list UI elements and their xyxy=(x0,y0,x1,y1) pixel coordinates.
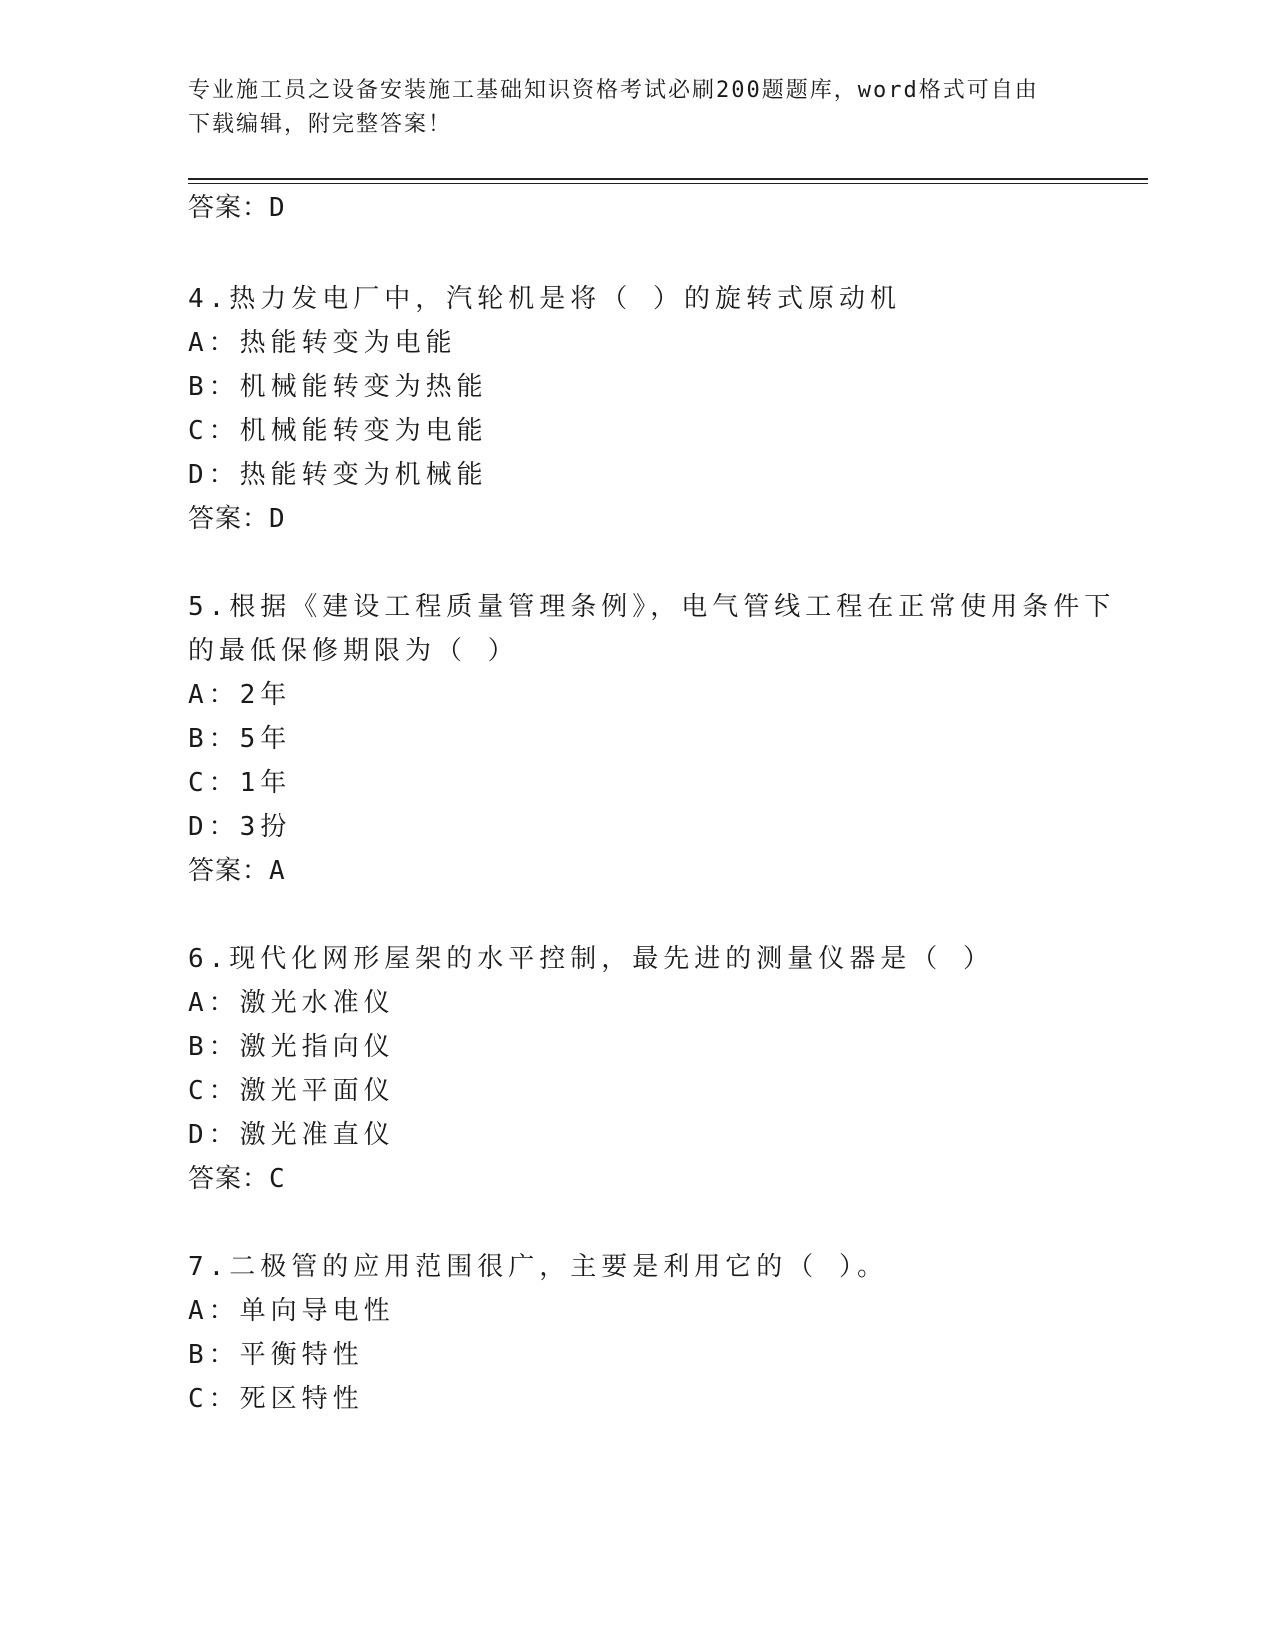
q7-option-c: C：死区特性 xyxy=(188,1384,364,1414)
q4-question: 4.热力发电厂中，汽轮机是将（ ）的旋转式原动机 xyxy=(188,284,901,314)
q5-option-c: C：1年 xyxy=(188,768,292,798)
q4-option-c: C：机械能转变为电能 xyxy=(188,416,488,446)
q5-option-d: D：3扮 xyxy=(188,812,292,842)
q5-option-a: A：2年 xyxy=(188,680,292,710)
q5-option-b: B：5年 xyxy=(188,724,292,754)
q6-option-b: B：激光指向仪 xyxy=(188,1032,395,1062)
q7-question: 7.二极管的应用范围很广，主要是利用它的（ ）。 xyxy=(188,1252,888,1282)
q6-answer: 答案：C xyxy=(188,1164,286,1194)
q5-question-line-1: 5.根据《建设工程质量管理条例》，电气管线工程在正常使用条件下 xyxy=(188,592,1116,622)
q6-option-a: A：激光水准仪 xyxy=(188,988,395,1018)
document-header xyxy=(188,74,1088,142)
header-line-1: 专业施工员之设备安装施工基础知识资格考试必刷200题题库，word格式可自由 xyxy=(188,78,1039,103)
q4-answer: 答案：D xyxy=(188,504,286,534)
q4-option-d: D：热能转变为机械能 xyxy=(188,460,488,490)
q4-option-b: B：机械能转变为热能 xyxy=(188,372,488,402)
q6-option-c: C：激光平面仪 xyxy=(188,1076,395,1106)
q7-option-a: A：单向导电性 xyxy=(188,1296,395,1326)
q4-option-a: A：热能转变为电能 xyxy=(188,328,457,358)
q5-answer: 答案：A xyxy=(188,856,286,886)
header-divider xyxy=(188,178,1148,180)
q5-question-line-2: 的最低保修期限为（ ） xyxy=(188,636,519,666)
prev-answer: 答案：D xyxy=(188,193,286,223)
q7-option-b: B：平衡特性 xyxy=(188,1340,364,1370)
header-line-2: 下载编辑，附完整答案！ xyxy=(188,112,453,137)
q6-option-d: D：激光准直仪 xyxy=(188,1120,395,1150)
header-divider-thin xyxy=(188,183,1148,184)
q6-question: 6.现代化网形屋架的水平控制，最先进的测量仪器是（ ） xyxy=(188,944,994,974)
